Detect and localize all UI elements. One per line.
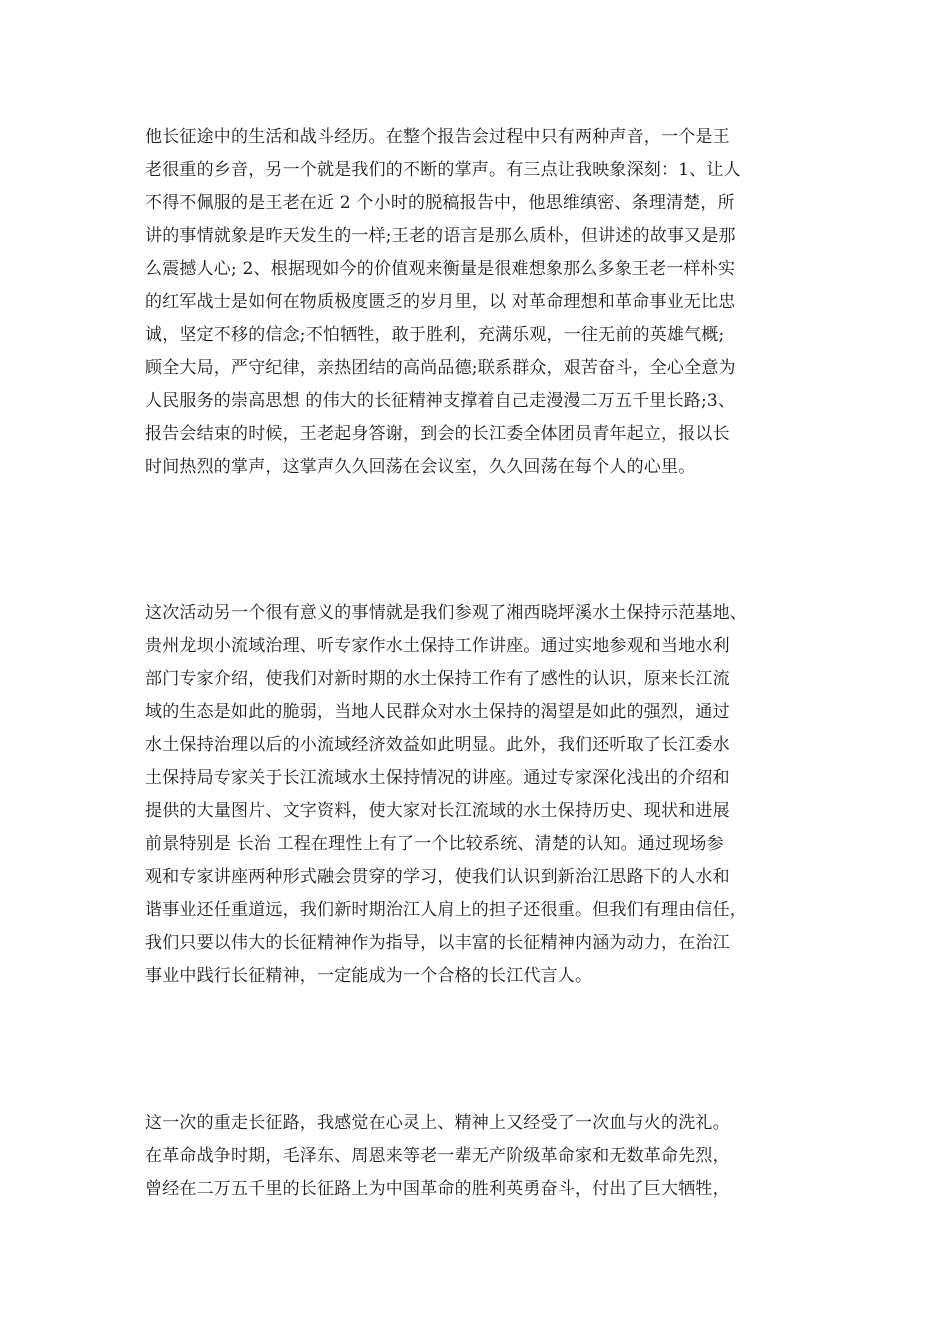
text-line: 不得不佩服的是王老在近 2 个小时的脱稿报告中，他思维缜密、条理清楚，所 [145, 193, 735, 213]
text-line: 报告会结束的时候，王老起身答谢，到会的长江委全体团员青年起立，报以长 [145, 424, 730, 444]
text-line: 他长征途中的生活和战斗经历。在整个报告会过程中只有两种声音，一个是王 [145, 127, 730, 147]
text-line: 么震撼人心; 2、根据现如今的价值观来衡量是很难想象那么多象王老一样朴实 [145, 259, 736, 279]
text-line: 人民服务的崇高思想 的伟大的长征精神支撑着自己走漫漫二万五千里长路;3、 [145, 391, 736, 411]
text-line: 事业中践行长征精神，一定能成为一个合格的长江代言人。 [145, 966, 593, 986]
text-line: 观和专家讲座两种形式融会贯穿的学习，使我们认识到新治江思路下的人水和 [145, 867, 730, 887]
text-line: 前景特别是 长治 工程在理性上有了一个比较系统、清楚的认知。通过现场参 [145, 834, 724, 854]
text-line: 顾全大局，严守纪律，亲热团结的高尚品德;联系群众，艰苦奋斗，全心全意为 [145, 358, 736, 378]
text-line: 诚，坚定不移的信念;不怕牺牲，敢于胜利，充满乐观，一往无前的英雄气概; [145, 325, 725, 345]
text-line: 部门专家介绍，使我们对新时期的水土保持工作有了感性的认识，原来长江流 [145, 669, 730, 689]
text-line: 水土保持治理以后的小流域经济效益如此明显。此外，我们还听取了长江委水 [145, 735, 730, 755]
text-line: 贵州龙坝小流域治理、听专家作水土保持工作讲座。通过实地参观和当地水利 [145, 636, 730, 656]
text-line: 的红军战士是如何在物质极度匮乏的岁月里，以 对革命理想和革命事业无比忠 [145, 292, 736, 312]
text-line: 这次活动另一个很有意义的事情就是我们参观了湘西晓坪溪水土保持示范基地、 [145, 603, 747, 623]
text-line: 提供的大量图片、文字资料，使大家对长江流域的水土保持历史、现状和进展 [145, 801, 730, 821]
paragraph-3 [145, 1107, 825, 1206]
text-line: 在革命战争时期，毛泽东、周恩来等老一辈无产阶级革命家和无数革命先烈， [145, 1146, 730, 1166]
text-line: 时间热烈的掌声，这掌声久久回荡在会议室，久久回荡在每个人的心里。 [145, 457, 696, 477]
text-line: 我们只要以伟大的长征精神作为指导，以丰富的长征精神内涵为动力，在治江 [145, 933, 730, 953]
text-line: 谐事业还任重道远，我们新时期治江人肩上的担子还很重。但我们有理由信任， [145, 900, 747, 920]
paragraph-1 [145, 121, 825, 484]
text-line: 域的生态是如此的脆弱，当地人民群众对水土保持的渴望是如此的强烈，通过 [145, 702, 730, 722]
text-line: 这一次的重走长征路，我感觉在心灵上、精神上又经受了一次血与火的洗礼。 [145, 1113, 730, 1133]
text-line: 土保持局专家关于长江流域水土保持情况的讲座。通过专家深化浅出的介绍和 [145, 768, 730, 788]
text-line: 讲的事情就象是昨天发生的一样;王老的语言是那么质朴，但讲述的故事又是那 [145, 226, 736, 246]
paragraph-2 [145, 597, 825, 993]
text-line: 老很重的乡音，另一个就是我们的不断的掌声。有三点让我映象深刻：1、让人 [145, 160, 741, 180]
text-line: 曾经在二万五千里的长征路上为中国革命的胜利英勇奋斗，付出了巨大牺牲， [145, 1179, 730, 1199]
